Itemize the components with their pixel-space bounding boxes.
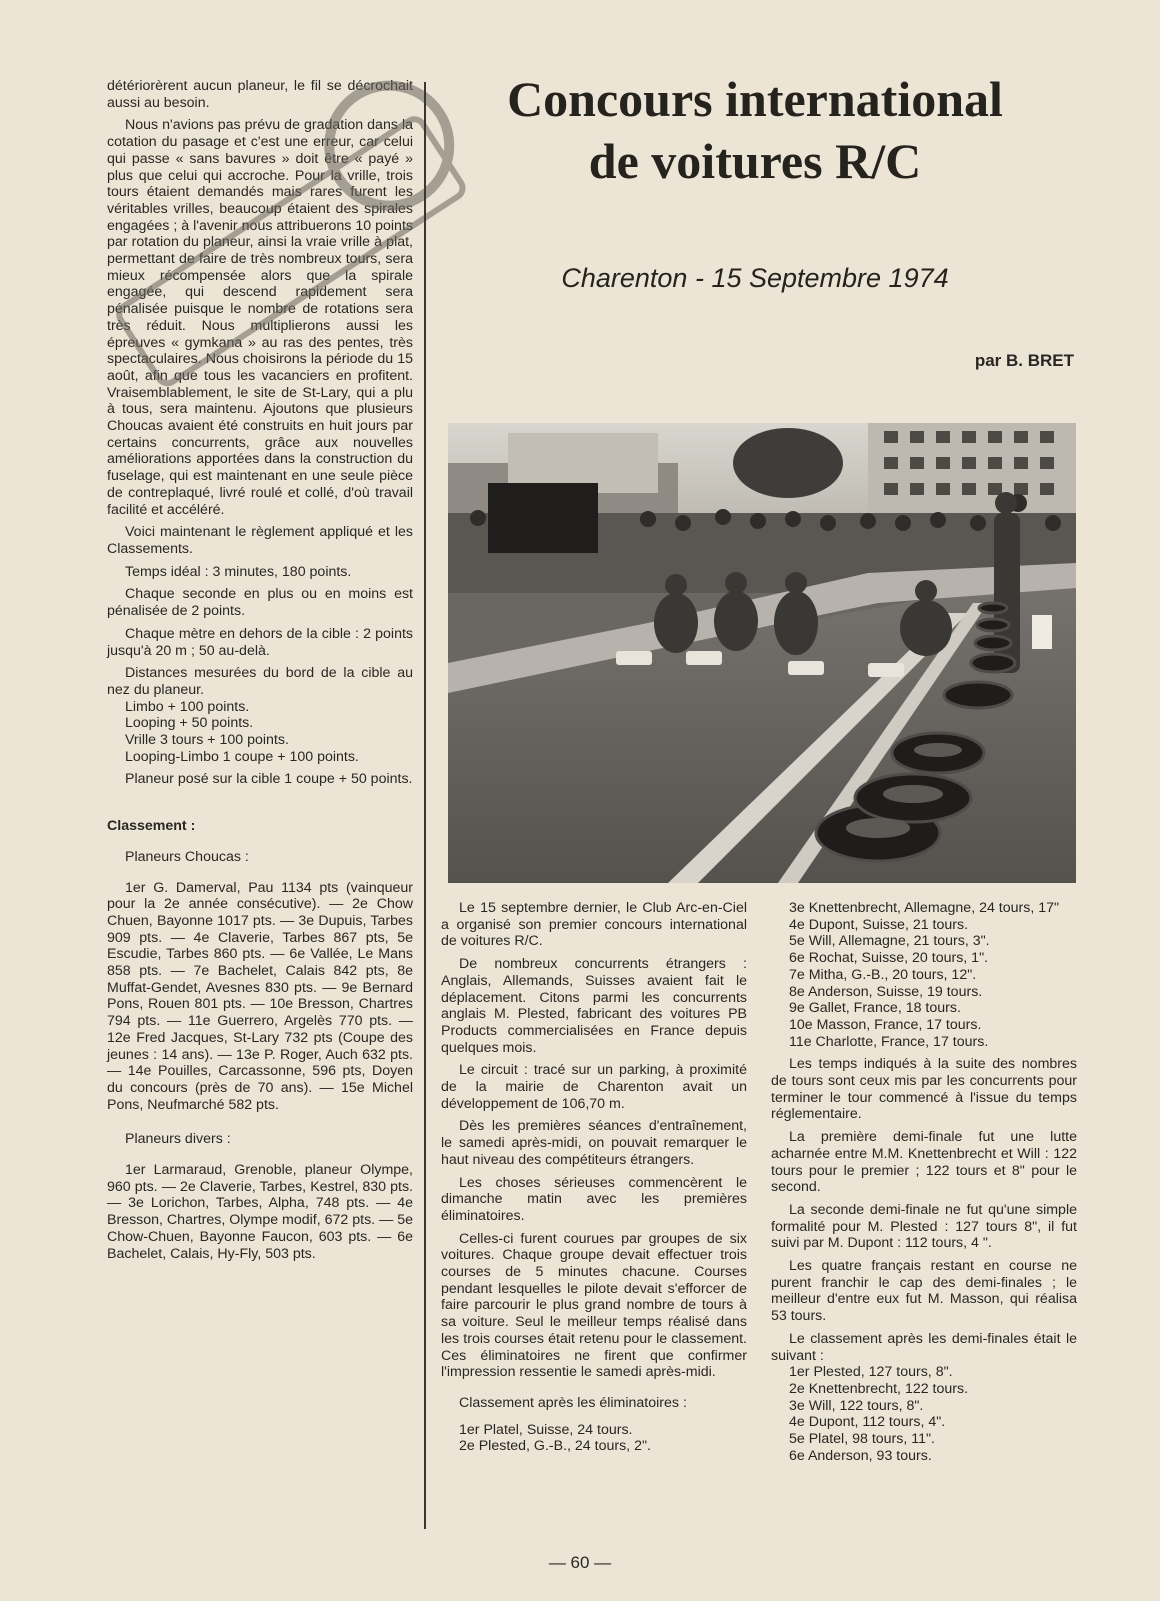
result-line: 10e Masson, France, 17 tours. — [789, 1016, 982, 1033]
paragraph: Temps idéal : 3 minutes, 180 points. — [125, 563, 352, 580]
paragraph: Distances mesurées du bord de la cible au nez du planeur. — [107, 665, 413, 698]
paragraph: Les temps indiqués à la suite des nombres de tours sont ceux mis par les concurrents pour terminer le tour commencé à l'issue du temps réglementaire. — [771, 1056, 1077, 1123]
result-line: 2e Knettenbrecht, 122 tours. — [789, 1380, 969, 1397]
author-byline: par B. BRET — [974, 351, 1074, 370]
subheading: Planeurs Choucas : — [125, 848, 249, 865]
article-subtitle: Charenton - 15 Septembre 1974 — [561, 263, 949, 293]
paragraph: Chaque seconde en plus ou en moins est pénalisée de 2 points. — [107, 586, 413, 620]
result-line: 11e Charlotte, France, 17 tours. — [789, 1033, 989, 1050]
paragraph: Celles-ci furent courues par groupes de six voitures. Chaque groupe devait effectuer trois courses de 5 minutes chacune. Courses pendant lesquelles le pilote devait s'efforcer de faire parcourir le plus grand nombre de tours à sa voiture. Seul le meilleur temps réalisé dans les trois courses était retenu pour le classement. Ces éliminatoires ne firent que confirmer l'impression ressentie le samedi après-midi. — [441, 1230, 747, 1381]
result-line: 2e Plested, G.-B., 24 tours, 2". — [459, 1438, 651, 1455]
result-line: 6e Rochat, Suisse, 20 tours, 1". — [789, 950, 989, 967]
paragraph: La première demi-finale fut une lutte acharnée entre M.M. Knettenbrecht et Will : 122 tours pour le premier ; 122 tours et 8" pour le second. — [771, 1129, 1077, 1196]
paragraph: Classement après les éliminatoires : — [459, 1394, 687, 1411]
result-line: 5e Platel, 98 tours, 11". — [789, 1431, 935, 1448]
result-line: 4e Dupont, Suisse, 21 tours. — [789, 916, 969, 933]
result-line: 3e Knettenbrecht, Allemagne, 24 tours, 17" — [789, 900, 1060, 916]
title-line: Concours international — [507, 71, 1003, 127]
paragraph: Chaque mètre en dehors de la cible : 2 points jusqu'à 20 m ; 50 au-delà. — [107, 625, 413, 659]
section-heading: Classement : — [107, 818, 196, 835]
photo-illustration — [448, 423, 1076, 883]
result-line: 8e Anderson, Suisse, 19 tours. — [789, 983, 983, 1000]
paragraph: détériorèrent aucun planeur, le fil se décrochait aussi au besoin. — [107, 78, 413, 111]
paragraph: Le 15 septembre dernier, le Club Arc-en-Ciel a organisé son premier concours international de voitures R/C. — [441, 900, 747, 950]
left-column — [107, 78, 413, 1268]
race-photo — [448, 423, 1076, 883]
paragraph: Planeur posé sur la cible 1 coupe + 50 points. — [125, 771, 413, 788]
paragraph: Voici maintenant le règlement appliqué et les Classements. — [107, 524, 413, 557]
results-paragraph: 1er Larmaraud, Grenoble, planeur Olympe, 960 pts. — 2e Claverie, Tarbes, Kestrel, 830 pts. — 3e Lorichon, Tarbes, Alpha, 748 pts. — 4e Bresson, Chartres, Olympe modif, 672 pts. — 5e Chow-Chuen, Bayonne Faucon, 603 pts. — 6e Bachelet, Calais, Hy-Fly, 503 pts. — [107, 1162, 413, 1262]
result-line: 1er Plested, 127 tours, 8". — [789, 1364, 953, 1381]
result-line: 7e Mitha, G.-B., 20 tours, 12". — [789, 966, 977, 983]
result-line: 3e Will, 122 tours, 8". — [789, 1397, 924, 1414]
page-number: — 60 — — [548, 1553, 612, 1572]
subheading: Planeurs divers : — [125, 1131, 231, 1148]
results-paragraph: 1er G. Damerval, Pau 1134 pts (vainqueur pour la 2e année consécutive). — 2e Chow Chuen, Bayonne 1017 pts. — 3e Dupuis, Tarbes 909 pts. — 4e Claverie, Tarbes 867 pts, 5e Escudie, Tarbes 860 pts. — 6e Vallée, Le Mans 858 pts. — 7e Bachelet, Calais 842 pts, 8e Muffat-Gendet, Avesnes 830 pts. — 9e Bernard Pons, Rouen 801 pts. — 10e Bresson, Chartres 794 pts. — 11e Guerrero, Argelès 770 pts. — 12e Fred Jacques, St-Lary 732 pts (Coupe des jeunes : 14 ans). — 13e P. Roger, Auch 632 pts. — 14e Pouilles, Carcassonne, 596 pts, Doyen du concours (près de 70 ans). — 15e Michel Pons, Neufmarché 582 pts. — [107, 879, 413, 1113]
paragraph: Dès les premières séances d'entraînement, le samedi après-midi, on pouvait remarquer le haut niveau des compétiteurs étrangers. — [441, 1118, 747, 1168]
result-line: 5e Will, Allemagne, 21 tours, 3". — [789, 933, 990, 950]
paragraph: Le circuit : tracé sur un parking, à proximité de la mairie de Charenton avait un développement de 106,70 m. — [441, 1062, 747, 1112]
result-line: 4e Dupont, 112 tours, 4". — [789, 1414, 946, 1431]
rule-item: Looping + 50 points. — [125, 715, 254, 732]
paragraph: Nous n'avions pas prévu de gradation dans la cotation du pasage et c'est une erreur, car celui qui passe « sans bavures » doit être « payé » plus que celui qui accroche. Pour la vrille, trois tours étaient demandés mais rares furent les véritables vrilles, beaucoup étaient des spirales engagées ; à l'avenir nous attribuerons 10 points par rotation du planeur, ainsi la vraie vrille à plat, permettant de faire de très nombreux tours, sera mieux récompensée alors que la spirale engagée, qui descend rapidement sera pénalisée puisque le nombre de rotations sera très réduit. Nous multiplierons aussi les épreuves « gymkana » au ras des pentes, très spectaculaires. Nous choisirons la période du 15 août, afin que tous les vacanciers en profitent. Vraisemblablement, le site de St-Lary, qui a plu à tous, sera maintenu. Ajoutons que plusieurs Choucas avaient été construits en huit jours par certains concurrents, grâce aux nouvelles améliorations apportées dans la construction du fuselage, qui est maintenant en une seule pièce de contreplaqué, livré roulé et collé, d'où travail facilité et accéléré. — [107, 117, 413, 518]
article-title — [450, 68, 1060, 192]
right-column — [771, 900, 1077, 1465]
paragraph: Les quatre français restant en course ne purent franchir le cap des demi-finales ; le meilleur d'entre eux fut M. Masson, qui réalisa 53 tours. — [771, 1258, 1077, 1325]
result-line: 6e Anderson, 93 tours. — [789, 1447, 932, 1464]
result-line: 1er Platel, Suisse, 24 tours. — [459, 1421, 633, 1438]
paragraph: Le classement après les demi-finales était le suivant : — [771, 1330, 1077, 1364]
column-divider — [424, 82, 426, 1529]
paragraph: Les choses sérieuses commencèrent le dimanche matin avec les premières éliminatoires. — [441, 1174, 747, 1224]
paragraph: De nombreux concurrents étrangers : Anglais, Allemands, Suisses avaient fait le déplacement. Citons parmi les concurrents anglais M. Plested, fabricant des voitures PB Products commercialisées en France depuis quelques mois. — [441, 956, 747, 1056]
rule-item: Looping-Limbo 1 coupe + 100 points. — [125, 748, 359, 765]
rule-item: Limbo + 100 points. — [125, 698, 250, 715]
rule-item: Vrille 3 tours + 100 points. — [125, 732, 289, 749]
middle-column — [441, 900, 747, 1455]
title-line: de voitures R/C — [588, 133, 922, 189]
result-line: 9e Gallet, France, 18 tours. — [789, 1000, 961, 1017]
paragraph: La seconde demi-finale ne fut qu'une simple formalité pour M. Plested : 127 tours 8", il fut suivi par M. Dupont : 112 tours, 4 ". — [771, 1201, 1077, 1252]
